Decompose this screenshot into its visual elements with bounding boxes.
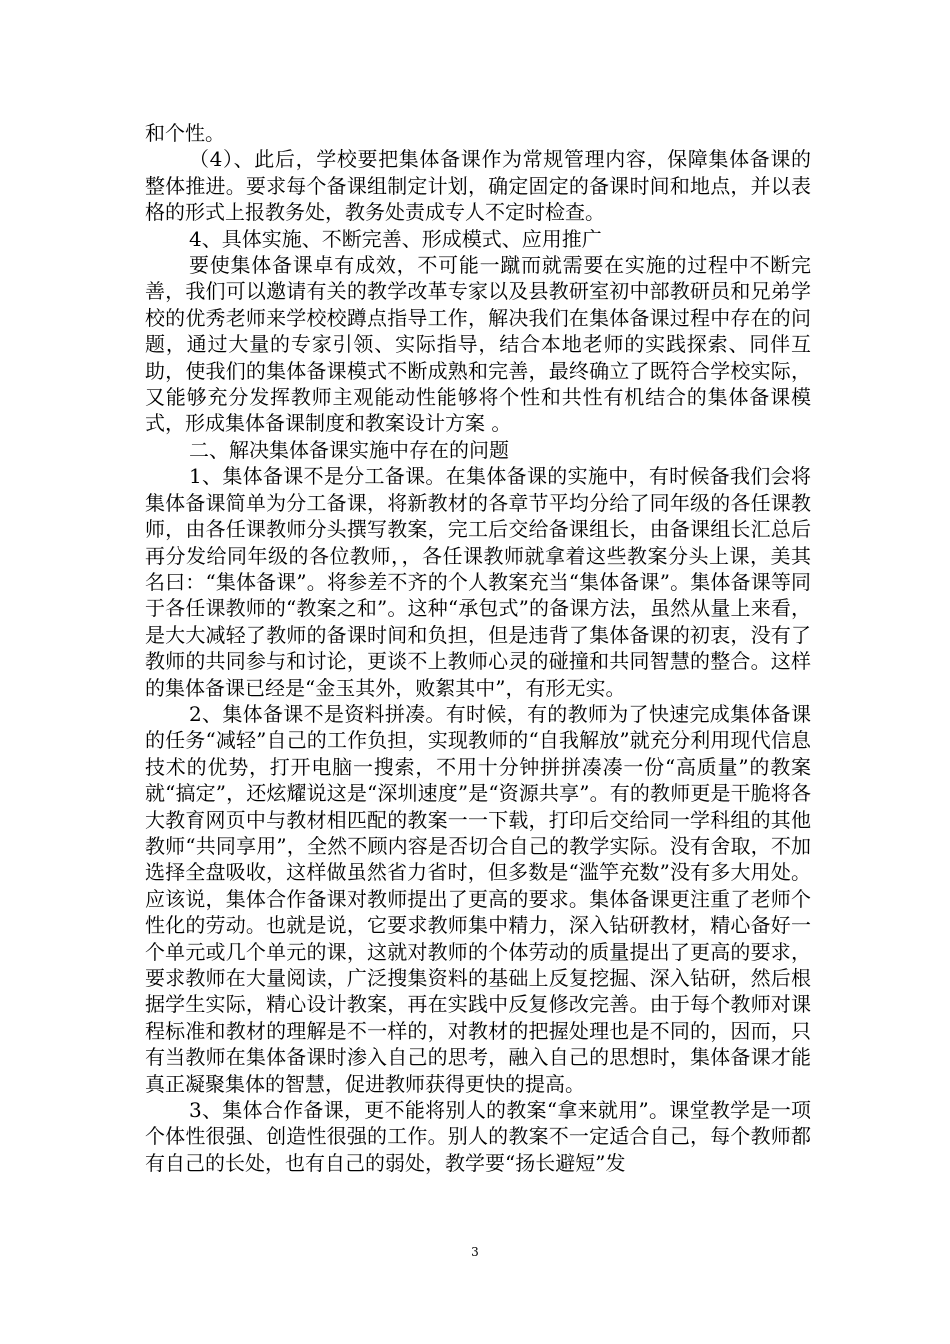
- paragraph-issue-2: 2、集体备课不是资料拼凑。有时候，有的教师为了快速完成集体备课的任务“减轻”自己的工作负担，实现教师的“自我解放”就充分利用现代信息技术的优势，打开电脑一搜索，不用十分钟拼拼凑凑一份“高质量”的教案就“搞定”，还炫耀说这是“深圳速度”是“资源共享”。有的教师更是干脆将各大教育网页中与教材相匹配的教案一一下载，打印后交给同一学科组的其他教师“共同享用”，全然不顾内容是否切合自己的教学实际。没有舍取，不加选择全盘吸收，这样做虽然省力省时，但多数是“滥竽充数”没有多大用处。应该说，集体合作备课对教师提出了更高的要求。集体备课更注重了老师个性化的劳动。也就是说，它要求教师集中精力，深入钻研教材，精心备好一个单元或几个单元的课，这就对教师的个体劳动的质量提出了更高的要求，要求教师在大量阅读，广泛搜集资料的基础上反复挖掘、深入钻研，然后根据学生实际，精心设计教案，再在实践中反复修改完善。由于每个教师对课程标准和教材的理解是不一样的，对教材的把握处理也是不同的，因而，只有当教师在集体备课时渗入自己的思考，融入自己的思想时，集体备课才能真正凝聚集体的智慧，促进教师获得更快的提高。: [145, 701, 811, 1096]
- section-heading-2: 二、解决集体备课实施中存在的问题: [189, 437, 509, 462]
- paragraph-issue-1: 1、集体备课不是分工备课。在集体备课的实施中，有时候备我们会将集体备课简单为分工备课，将新教材的各章节平均分给了同年级的各任课教师，由各任课教师分头撰写教案，完工后交给备课组长，由备课组长汇总后再分发给同年级的各位教师，，各任课教师就拿着这些教案分头上课，美其名曰：“集体备课”。将参差不齐的个人教案充当“集体备课”。集体备课等同于各任课教师的“教案之和”。这种“承包式”的备课方法，虽然从量上来看，是大大减轻了教师的备课时间和负担，但是违背了集体备课的初衷，没有了教师的共同参与和讨论，更谈不上教师心灵的碰撞和共同智慧的整合。这样的集体备课已经是“金玉其外，败絮其中”，有形无实。: [145, 464, 811, 700]
- paragraph-implementation: 要使集体备课卓有成效，不可能一蹴而就需要在实施的过程中不断完善，我们可以邀请有关的教学改革专家以及县教研室初中部教研员和兄弟学校的优秀老师来学校校蹲点指导工作，解决我们在集体备课过程中存在的问题，通过大量的专家引领、实际指导，结合本地老师的实践探索、同伴互助，使我们的集体备课模式不断成熟和完善，最终确立了既符合学校实际，又能够充分发挥教师主观能动性能够将个性和共性有机结合的集体备课模式，形成集体备课制度和教案设计方案 。: [145, 253, 811, 436]
- page-number: 3: [471, 1245, 479, 1259]
- section-heading-4: 4、具体实施、不断完善、形成模式、应用推广: [189, 226, 602, 251]
- paragraph-continuation: 和个性。: [145, 121, 225, 145]
- paragraph-issue-3: 3、集体合作备课，更不能将别人的教案“拿来就用”。课堂教学是一项个体性很强、创造性很强的工作。别人的教案不一定适合自己，每个教师都有自己的长处，也有自己的弱处，教学要“扬长避短”发: [145, 1098, 811, 1175]
- document-body: [145, 120, 811, 1176]
- paragraph-point-4: （4）、此后，学校要把集体备课作为常规管理内容，保障集体备课的整体推进。要求每个备课组制定计划，确定固定的备课时间和地点，并以表格的形式上报教务处，教务处责成专人不定时检查。: [145, 147, 811, 225]
